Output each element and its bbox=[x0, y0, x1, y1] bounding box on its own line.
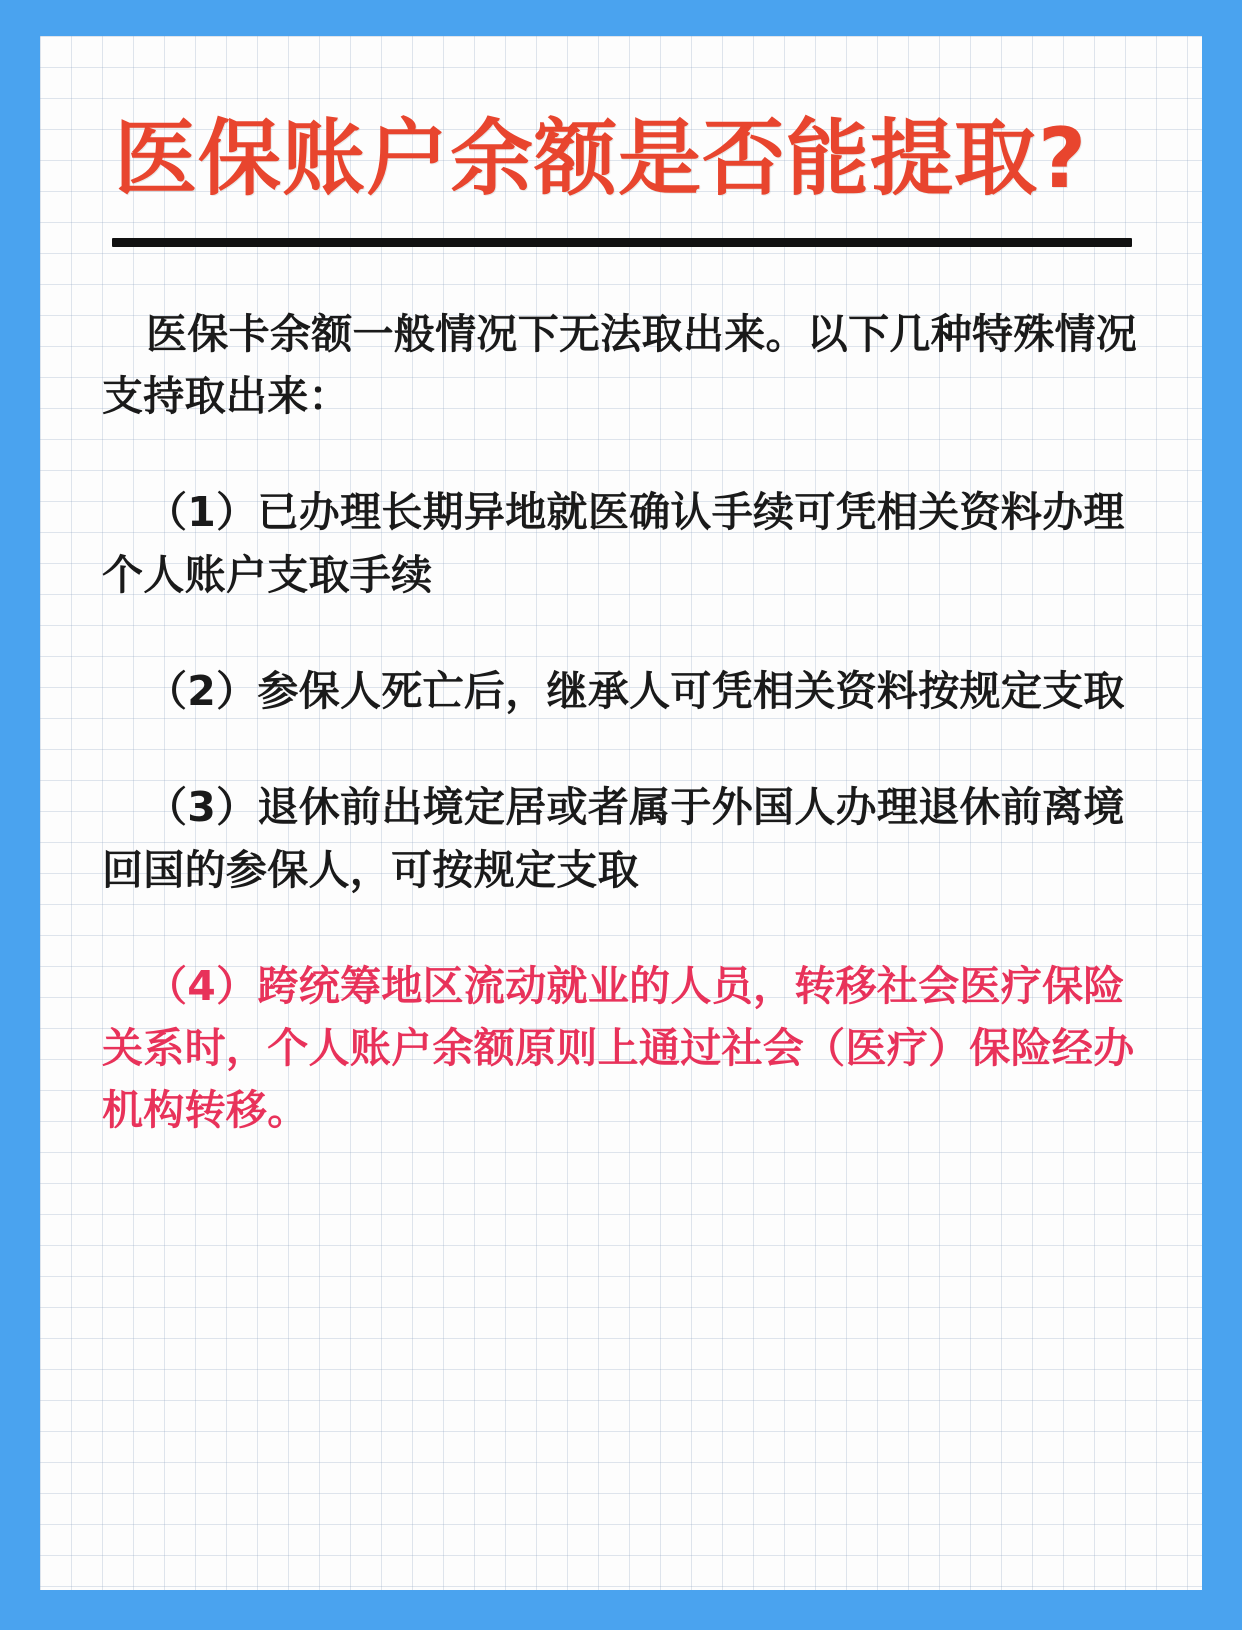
list-item: （3）退休前出境定居或者属于外国人办理退休前离境回国的参保人，可按规定支取 bbox=[102, 783, 1125, 894]
list-item: （1）已办理长期异地就医确认手续可凭相关资料办理个人账户支取手续 bbox=[102, 488, 1125, 599]
note-card bbox=[40, 36, 1202, 1590]
article-body bbox=[102, 303, 1140, 1142]
list-item: （4）跨统筹地区流动就业的人员，转移社会医疗保险关系时，个人账户余额原则上通过社会（医疗）保险经办机构转移。 bbox=[102, 961, 1135, 1135]
page-title: 医保账户余额是否能提取? bbox=[114, 110, 1088, 207]
list-item: （2）参保人死亡后，继承人可凭相关资料按规定支取 bbox=[146, 666, 1125, 715]
intro-paragraph: 医保卡余额一般情况下无法取出来。以下几种特殊情况支持取出来： bbox=[102, 309, 1138, 420]
title-divider bbox=[112, 238, 1132, 247]
